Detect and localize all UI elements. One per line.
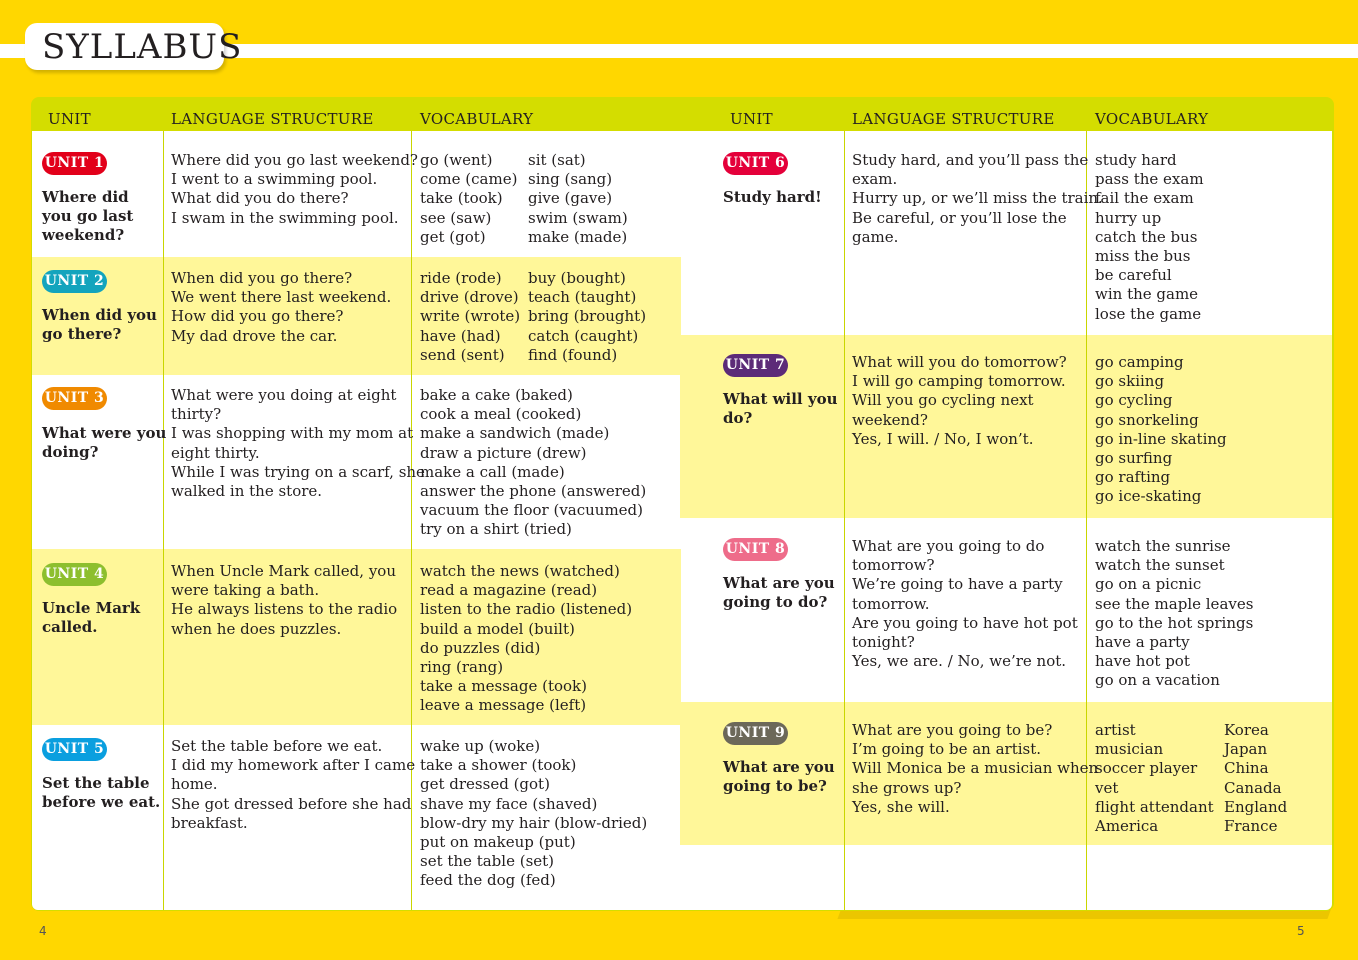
header-vocabulary-right: VOCABULARY <box>1095 110 1209 128</box>
unit-badge: UNIT 1 <box>42 152 107 175</box>
header-unit-right: UNIT <box>730 110 773 128</box>
unit-title: Study hard! <box>723 188 822 206</box>
page-title: SYLLABUS <box>42 27 243 67</box>
unit-badge: UNIT 5 <box>42 738 107 761</box>
vocabulary-list: artist musician soccer player vet flight attendant America <box>1095 721 1214 836</box>
language-structure: Where did you go last weekend? I went to a swimming pool. What did you do there? I swam in the swimming pool. <box>171 151 418 227</box>
language-structure: What are you going to do tomorrow? We’re going to have a party tomorrow. Are you going to have hot pot tonight? Yes, we are. / No, we’re not. <box>852 537 1078 671</box>
unit-title: When did you go there? <box>42 306 157 344</box>
unit-badge: UNIT 8 <box>723 538 788 561</box>
header-language-left: LANGUAGE STRUCTURE <box>171 110 374 128</box>
language-structure: Study hard, and you’ll pass the exam. Hurry up, or we’ll miss the train. Be careful, or you’ll lose the game. <box>852 151 1103 246</box>
page-number-right: 5 <box>1297 924 1305 938</box>
unit-badge: UNIT 7 <box>723 354 788 377</box>
vocabulary-list: go (went) come (came) take (took) see (saw) get (got) <box>420 151 518 246</box>
unit-title: What are you going to do? <box>723 574 835 612</box>
unit-badge: UNIT 4 <box>42 563 107 586</box>
vocabulary-list: bake a cake (baked) cook a meal (cooked) make a sandwich (made) draw a picture (drew) make a call (made) answer the phone (answered) vacuum the floor (vacuumed) try on a shirt (tried) <box>420 386 647 539</box>
unit-badge: UNIT 2 <box>42 270 107 293</box>
page-number-left: 4 <box>39 924 47 938</box>
language-structure: When did you go there? We went there last weekend. How did you go there? My dad drove the car. <box>171 269 392 345</box>
language-structure: What will you do tomorrow? I will go camping tomorrow. Will you go cycling next weekend? Yes, I will. / No, I won’t. <box>852 353 1067 448</box>
column-divider <box>163 131 164 910</box>
language-structure: Set the table before we eat. I did my homework after I came home. She got dressed before she had breakfast. <box>171 737 416 832</box>
unit-title: What were you doing? <box>42 424 167 462</box>
header-language-right: LANGUAGE STRUCTURE <box>852 110 1055 128</box>
unit-badge: UNIT 3 <box>42 387 107 410</box>
title-tab <box>25 23 243 70</box>
unit-badge: UNIT 9 <box>723 722 788 745</box>
language-structure: What were you doing at eight thirty? I was shopping with my mom at eight thirty. While I was trying on a scarf, she walked in the store. <box>171 386 425 501</box>
vocabulary-list: ride (rode) drive (drove) write (wrote) have (had) send (sent) <box>420 269 521 364</box>
unit-title: Set the table before we eat. <box>42 774 161 812</box>
vocabulary-list: buy (bought) teach (taught) bring (brought) catch (caught) find (found) <box>528 269 647 364</box>
vocabulary-list: watch the news (watched) read a magazine (read) listen to the radio (listened) build a model (built) do puzzles (did) ring (rang) take a message (took) leave a message (left) <box>420 562 633 715</box>
unit-badge: UNIT 6 <box>723 152 788 175</box>
vocabulary-list: sit (sat) sing (sang) give (gave) swim (swam) make (made) <box>528 151 628 246</box>
language-structure: What are you going to be? I’m going to be an artist. Will Monica be a musician when she grows up? Yes, she will. <box>852 721 1099 816</box>
vocabulary-list: watch the sunrise watch the sunset go on a picnic see the maple leaves go to the hot springs have a party have hot pot go on a vacation <box>1095 537 1254 690</box>
language-structure: When Uncle Mark called, you were taking a bath. He always listens to the radio when he does puzzles. <box>171 562 398 638</box>
vocabulary-list: go camping go skiing go cycling go snorkeling go in-line skating go surfing go rafting go ice-skating <box>1095 353 1227 506</box>
header-unit-left: UNIT <box>48 110 91 128</box>
column-divider <box>844 131 845 910</box>
vocabulary-list: Korea Japan China Canada England France <box>1224 721 1288 836</box>
vocabulary-list: study hard pass the exam fail the exam hurry up catch the bus miss the bus be careful win the game lose the game <box>1095 151 1204 323</box>
unit-title: Uncle Mark called. <box>42 599 141 637</box>
unit-title: What are you going to be? <box>723 758 835 796</box>
unit-title: What will you do? <box>723 390 838 428</box>
unit-title: Where did you go last weekend? <box>42 188 134 245</box>
vocabulary-list: wake up (woke) take a shower (took) get dressed (got) shave my face (shaved) blow-dry my hair (blow-dried) put on makeup (put) set the table (set) feed the dog (fed) <box>420 737 648 890</box>
header-vocabulary-left: VOCABULARY <box>420 110 534 128</box>
